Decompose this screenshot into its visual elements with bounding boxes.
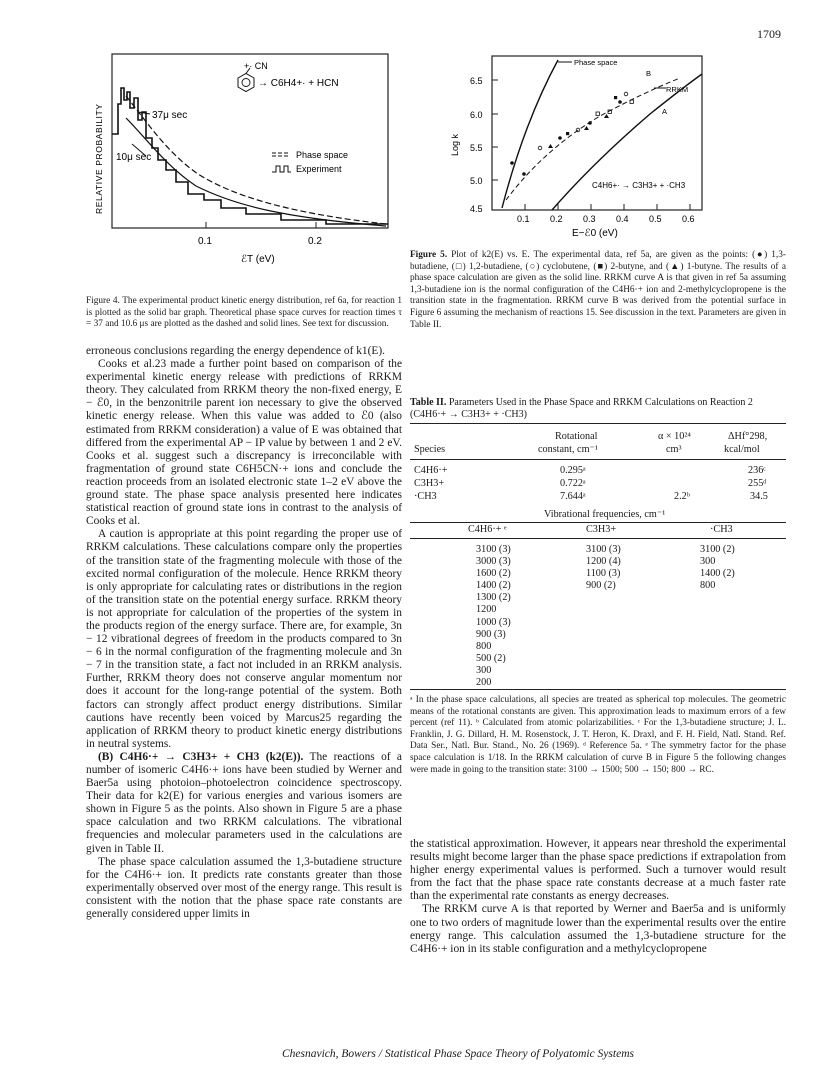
vib-ch3-value-0: 3100 (2) — [700, 544, 735, 555]
col-header-dh-2: kcal/mol — [724, 444, 760, 455]
figure-5-xtick-0.5: 0.5 — [649, 214, 662, 224]
row-species-1: C3H3+ — [414, 478, 445, 489]
vib-ch3-value-1: 300 — [700, 556, 716, 568]
vib-col-c4h6: C4H6·+ ᵉ — [468, 524, 507, 535]
left-p1: erroneous conclusions regarding the energy dependence of k1(E). — [86, 345, 385, 357]
right-column — [410, 838, 786, 956]
figure-4-curve-10us — [126, 118, 386, 226]
right-p1: the statistical approximation. However, it appears near threshold the experimental results might become larger than the phase space predictions if extrapolation from higher energy experimental values is performed. Such a turnover would result from the fact that the phase space rate constants decrease at a much faster rate than the experimental rate constants as energy decreases. — [410, 838, 786, 903]
figure-5-xlabel: E−ℰ0 (eV) — [572, 228, 618, 238]
table-2-footnote: ᵃ In the phase space calculations, all species are treated as spherical top molecules. The geometric means of the rotational constants are given. This approximation leads to maximum errors of a few percent (ref 11). ᵇ Calculated from atomic polarizabilities. ᶜ For the 1,3-butadiene structure; J. L. Franklin, J. G. Dillard, H. M. Rosenstock, J. T. Heron, K. Draxl, and F. H. Field, Natl. Stand. Ref. Data Ser., Natl. Bur. Stand., No. 26 (1969). ᵈ Reference 5a. ᵉ The symmetry factor for the phase space calculation is 1/18. In the RRKM calculation of curve B in Figure 5 the following changes were made in going to the transition state: 3100 → 1500; 500 → 150; 800 → RC. — [410, 695, 786, 775]
figure-5-ytick-6.0: 6.0 — [470, 110, 483, 120]
vib-c4h6-value-5: 1200 — [476, 604, 497, 616]
left-p4: (B) C4H6·+ → C3H3+ + CH3 (k2(E)). The reactions of a number of isomeric C4H6·+ ions have been studied by Werner and Baer5a using photoion–photoelectron coincidence spectroscopy. Their data for k2(E) for various energies and various isomers are shown in Figure 5 as the points. Also shown in Figure 5 are a phase space calculation and two RRKM calculations. The vibrational frequencies and molecular parameters used in the calculations are given in Table II. — [86, 750, 402, 855]
row-alpha-2: 2.2ᵇ — [674, 491, 690, 502]
vib-c4h6-value-0: 3100 (3) — [476, 544, 511, 555]
row-species-0: C4H6·+ — [414, 465, 448, 476]
vib-col-ch3: ·CH3 — [710, 524, 733, 535]
figure-4-xtick-0.2: 0.2 — [308, 236, 322, 247]
figure-5-label-phase: Phase space — [574, 58, 618, 67]
figure-5-reaction: C4H6+· → C3H3+ + ·CH3 — [592, 181, 686, 190]
vib-c4h6-value-11: 200 — [476, 677, 492, 689]
figure-5-ytick-6.5: 6.5 — [470, 76, 483, 86]
figure-4-label-37us: 37μ sec — [152, 110, 188, 121]
figure-4-xlabel: ℰT (eV) — [241, 254, 275, 265]
row-rot-0: 0.295ᵃ — [560, 465, 586, 476]
table-2 — [410, 423, 786, 689]
row-dh-0: 236ᶜ — [748, 465, 766, 476]
vib-col-1-values — [476, 544, 511, 689]
row-dh-1: 255ᵈ — [748, 478, 767, 489]
figure-4-frame — [112, 54, 388, 228]
col-header-rot-2: constant, cm⁻¹ — [538, 444, 598, 455]
figure-5-xtick-0.4: 0.4 — [616, 214, 629, 224]
page-number: 1709 — [757, 27, 781, 41]
row-dh-2: 34.5 — [750, 491, 768, 502]
figure-5-xtick-0.6: 0.6 — [682, 214, 695, 224]
table-2-title: Table II. Parameters Used in the Phase Space and RRKM Calculations on Reaction 2 (C4H6·+ → C3H3+ + ·CH3) — [410, 397, 753, 420]
vib-c4h6-value-9: 500 (2) — [476, 652, 506, 664]
table-rule-bottom — [410, 689, 786, 690]
figure-5-label-b: B — [646, 69, 652, 78]
figure-4-xtick-0.1: 0.1 — [198, 236, 212, 247]
figure-5-label-rrkm: RRKM — [666, 85, 689, 94]
row-rot-2: 7.644ᵃ — [560, 491, 586, 502]
vib-c4h6-value-6: 1000 (3) — [476, 616, 511, 628]
vib-header: Vibrational frequencies, cm⁻¹ — [544, 509, 666, 520]
figure-4-legend-experiment: Experiment — [296, 164, 342, 174]
figure-4-caption: Figure 4. The experimental product kinetic energy distribution, ref 6a, for reaction 1 is plotted as the solid bar graph. Theoretical phase space curves for reaction times τ = 37 and 10.6 μs are plotted as the dashed and solid lines. See text for discussion. — [86, 296, 402, 330]
table-rule-top — [410, 423, 786, 424]
running-footer: Chesnavich, Bowers / Statistical Phase Space Theory of Polyatomic Systems — [282, 1048, 634, 1060]
section-heading: (B) C4H6·+ → C3H3+ + CH3 (k2(E)). — [98, 750, 304, 763]
left-column — [86, 345, 402, 921]
vib-c3h3-value-0: 3100 (3) — [586, 544, 621, 555]
col-header-species: Species — [414, 444, 446, 455]
right-p2: The RRKM curve A is that reported by Werner and Baer5a and is uniformly one to two orders of magnitude lower than the experimental results over the entire energy range. This calculation assumed the 1,3-butadiene structure for the C4H6·+ ion in its stable configuration and a methylcyclopropene — [410, 903, 786, 955]
figure-4 — [86, 48, 402, 278]
vib-c3h3-value-3: 900 (2) — [586, 580, 616, 592]
benzonitrile-structure-icon — [238, 68, 254, 92]
left-p2: Cooks et al.23 made a further point based on comparison of the experimental kinetic energy release with predictions of RRKM theory. They calculated from RRKM theory the non-fixed energy, E − ℰ0, in the benzonitrile parent ion necessary to give the observed kinetic energy release. When this value was added to ℰ0 (also estimated from RRKM consideration) a value of E was obtained that differed from the experimental AP − IP value by between 1 and 2 eV. Cooks et al. suggest such a discrepancy is irreconcilable with fragmentation of ground state C6H5CN·+ ions and conclude the reaction proceeds from an isolated electronic state 1–2 eV above the ground state. The phase space analysis presented here indicates statistical reaction of ground state ions in contrast to the analysis of Cooks et al. — [86, 358, 402, 528]
vib-col-c3h3: C3H3+ — [586, 524, 617, 535]
vib-c3h3-value-2: 1100 (3) — [586, 568, 621, 580]
vib-col-3-values — [700, 544, 735, 592]
vib-c4h6-value-4: 1300 (2) — [476, 592, 511, 604]
table-rule-header — [410, 459, 786, 460]
table-rule-vib-bottom — [410, 538, 786, 539]
figure-5-caption: Figure 5. Plot of k2(E) vs. E. The experimental data, ref 5a, are given as the points: (●) 1,3-butadiene, (□) 1,2-butadiene, (○) cyclobutene, (■) 2-butyne, and (▲) 1-butyne. The results of a phase space calculation are given as the solid line. RRKM curve A is that given in ref 5a assuming 1,3-butadiene ion is the normal configuration of the C4H6·+ ion and 2-methylcyclopropene is the transition state in the fragmentation. RRKM curve B was derived from the potential surface in Figure 6 assuming the mechanism of reactions 15. See discussion in the text. Parameters are given in Table II. — [410, 250, 786, 330]
figure-4-reaction: → C6H4+· + HCN — [258, 78, 339, 89]
vib-ch3-value-2: 1400 (2) — [700, 568, 735, 580]
col-header-alpha-2: cm³ — [666, 444, 682, 455]
figure-5-xtick-0.2: 0.2 — [550, 214, 563, 224]
vib-c4h6-value-3: 1400 (2) — [476, 580, 511, 592]
vib-c4h6-value-1: 3000 (3) — [476, 556, 511, 568]
row-rot-1: 0.722ᵃ — [560, 478, 586, 489]
left-p3: A caution is appropriate at this point regarding the proper use of RRKM calculations. These calculations compare only the properties of the transition state of the fragmenting molecule with those of the excited normal configuration of the molecule. Hence RRKM theory is only appropriate for calculating rates or distributions in the region of the transition state on the potential energy surface. RRKM theory is not appropriate for calculation of the properties of the system in the products region of the energy surface. There are, for example, 3n − 12 vibrational degrees of freedom in the products compared to 3n − 6 in the normal configuration of the fragmenting molecule and 3n − 7 in the transition state, a fact not included in an RRKM analysis. Further, RRKM theory does not conserve angular momentum nor does it account for the long-range potential of the system. Both factors can strongly affect product energy distributions. Similar cautions have recently been voiced by Marcus25 regarding the application of RRKM theory to product kinetic energy distributions in neutral systems. — [86, 528, 402, 750]
figure-5-xtick-0.1: 0.1 — [517, 214, 530, 224]
vib-col-2-values — [586, 544, 621, 592]
figure-5-label-a: A — [662, 107, 668, 116]
figure-5-xtick-0.3: 0.3 — [583, 214, 596, 224]
figure-5-ytick-5.5: 5.5 — [470, 143, 483, 153]
vib-c4h6-value-2: 1600 (2) — [476, 568, 511, 580]
figure-5-ytick-5.0: 5.0 — [470, 176, 483, 186]
vib-c4h6-value-10: 300 — [476, 664, 492, 676]
figure-5-ylabel: Log k — [450, 133, 460, 156]
col-header-rot-1: Rotational — [555, 431, 598, 442]
left-p5: The phase space calculation assumed the 1,3-butadiene structure for the C4H6·+ ion. It predicts rate constants greater than those experimentally observed over most of the energy range. This result is consistent with the notion that the phase space rate constants are generally considered upper limits in — [86, 855, 402, 921]
figure-5-phase-space-curve — [502, 60, 558, 208]
col-header-alpha-1: α × 10²⁴ — [658, 431, 691, 442]
table-rule-vib — [410, 522, 786, 523]
vib-ch3-value-3: 800 — [700, 580, 716, 592]
figure-5-ytick-4.5: 4.5 — [470, 204, 483, 214]
vib-c4h6-value-8: 800 — [476, 640, 492, 652]
vib-c3h3-value-1: 1200 (4) — [586, 556, 621, 568]
figure-5-data-points — [510, 92, 633, 176]
figure-4-label-10us: 10μ sec — [116, 152, 152, 163]
figure-4-ylabel: RELATIVE PROBABILITY — [94, 103, 104, 214]
vib-c4h6-value-7: 900 (3) — [476, 628, 506, 640]
figure-5 — [440, 48, 710, 238]
figure-4-reaction-cn: +· CN — [244, 61, 268, 71]
col-header-dh-1: ΔHf°298, — [728, 431, 768, 442]
figure-4-legend-phase: Phase space — [296, 150, 349, 160]
row-species-2: ·CH3 — [414, 491, 437, 502]
